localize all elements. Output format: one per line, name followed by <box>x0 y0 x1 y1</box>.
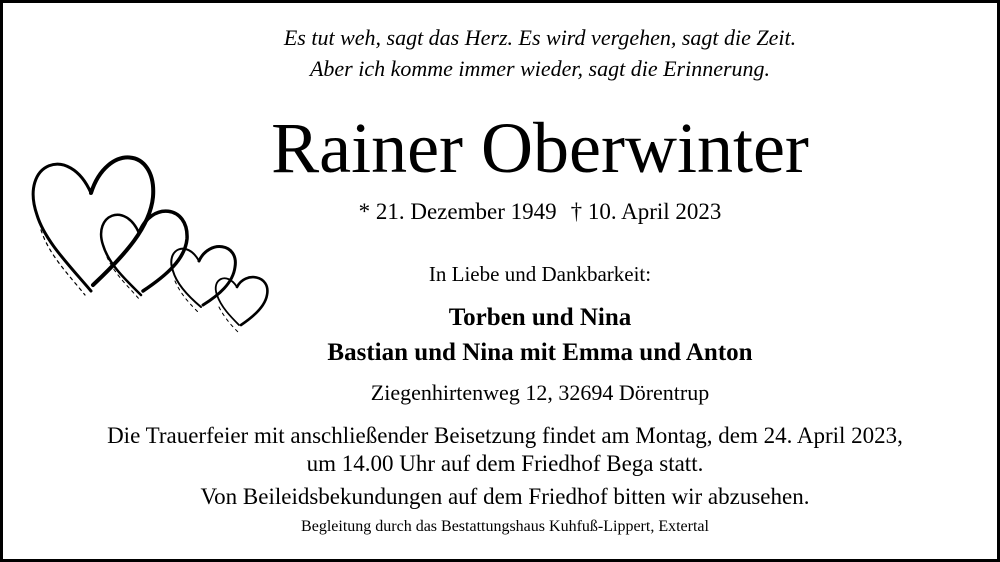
deceased-name: Rainer Oberwinter <box>271 108 809 188</box>
birth-date: * 21. Dezember 1949 <box>358 199 557 224</box>
death-date: † 10. April 2023 <box>570 199 722 224</box>
life-dates <box>43 199 1000 225</box>
quote-line-2: Aber ich komme immer wieder, sagt die Erinnerung. <box>309 56 771 81</box>
condolence-note: Von Beileidsbekundungen auf dem Friedhof bitten wir abzusehen. <box>200 484 810 509</box>
undertaker-note: Begleitung durch das Bestattungshaus Kuhfuß-Lippert, Extertal <box>301 518 709 535</box>
service-line-2: um 14.00 Uhr auf dem Friedhof Bega statt. <box>306 451 704 476</box>
quote-line-1: Es tut weh, sagt das Herz. Es wird vergehen, sagt die Zeit. <box>283 25 797 50</box>
service-line-1: Die Trauerfeier mit anschließender Beisetzung findet am Montag, dem 24. April 2023, <box>107 423 903 448</box>
mourners-line-2: Bastian und Nina mit Emma und Anton <box>327 339 753 366</box>
mourners-intro: In Liebe und Dankbarkeit: <box>428 262 652 286</box>
mourners-line-1: Torben und Nina <box>448 304 632 331</box>
mourners-address: Ziegenhirtenweg 12, 32694 Dörentrup <box>370 380 710 405</box>
